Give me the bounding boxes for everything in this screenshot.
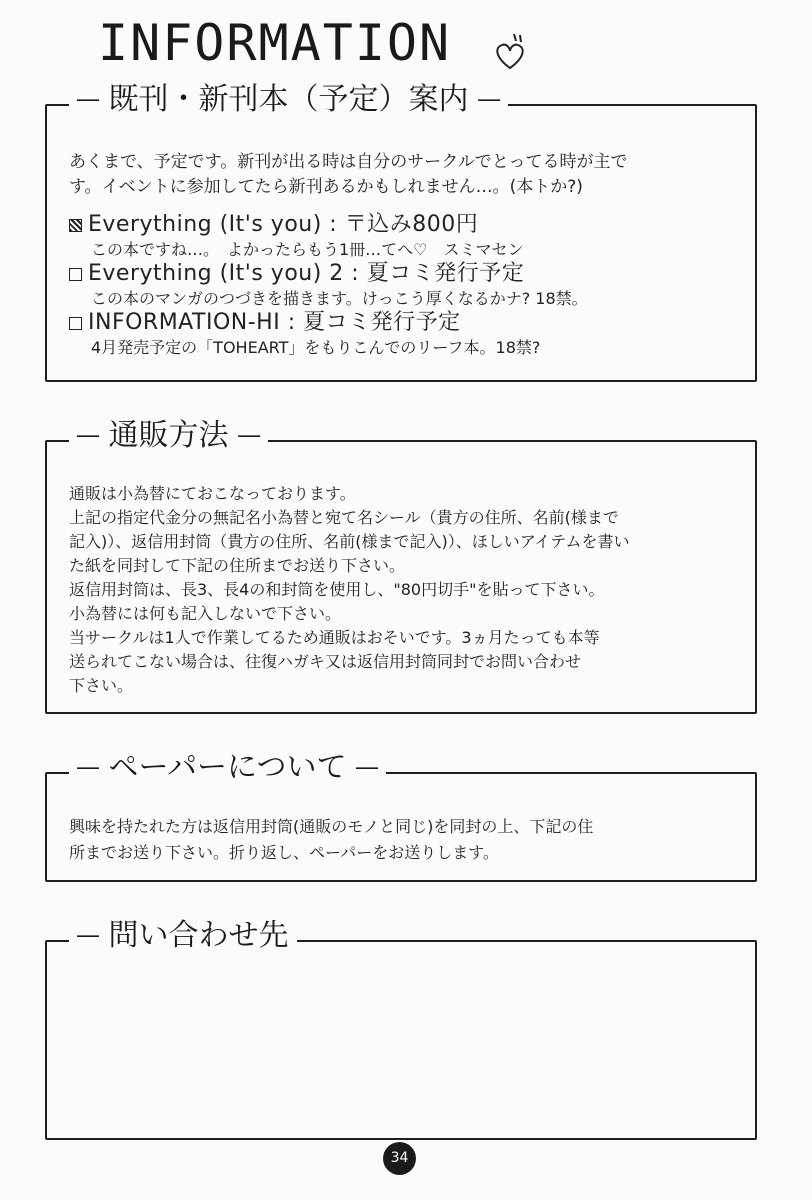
book-item [69, 213, 739, 238]
checked-box-icon [69, 219, 82, 232]
books-heading: ― 既刊・新刊本（予定）案内 ― [69, 80, 508, 121]
contact-heading: ― 問い合わせ先 [69, 916, 297, 957]
body-line: 当サークルは1人で作業してるため通販はおそいです。3ヵ月たっても本等 [69, 628, 600, 647]
body-line: 返信用封筒は、長3、長4の和封筒を使用し、"80円切手"を貼って下さい。 [69, 580, 605, 599]
paper-heading: ― ペーパーについて ― [69, 748, 386, 789]
body-line: 送られてこない場合は、往復ハガキ又は返信用封筒同封でお問い合わせ [69, 652, 582, 671]
book-title: Everything (It's you) 2 : 夏コミ発行予定 [88, 261, 525, 286]
book-desc: 4月発売予定の「TOHEART」をもりこんでのリーフ本。18禁? [91, 337, 541, 357]
mail-order-body [69, 482, 739, 698]
contact-section [45, 918, 757, 1140]
body-line: 上記の指定代金分の無記名小為替と宛て名シール（貴方の住所、名前(様まで [69, 508, 619, 527]
book-item [69, 311, 739, 336]
body-line: 小為替には何も記入しないで下さい。 [69, 604, 342, 623]
book-desc: この本のマンガのつづきを描きます。けっこう厚くなるかナ? 18禁。 [91, 288, 588, 308]
book-desc: この本ですね…。 よかったらもう1冊…てへ♡ スミマセン [91, 239, 524, 259]
body-line: 興味を持たれた方は返信用封筒(通販のモノと同じ)を同封の上、下記の住 [69, 817, 594, 836]
mail-order-heading: ― 通販方法 ― [69, 416, 268, 457]
book-title: INFORMATION-HI : 夏コミ発行予定 [88, 310, 461, 335]
intro-line: あくまで、予定です。新刊が出る時は自分のサークルでとってる時が主で [69, 152, 628, 172]
body-line: た紙を同封して下記の住所までお送り下さい。 [69, 556, 406, 575]
book-title: Everything (It's you) : 〒込み800円 [88, 212, 479, 237]
body-line: 所までお送り下さい。折り返し、ペーパーをお送りします。 [69, 843, 499, 862]
checkbox-icon [69, 317, 82, 330]
checkbox-icon [69, 268, 82, 281]
heart-doodle-icon [492, 30, 528, 74]
mail-order-section [45, 418, 757, 714]
body-line: 記入)）、返信用封筒（貴方の住所、名前(様まで記入)）、ほしいアイテムを書い [69, 532, 630, 551]
page-title: INFORMATION [98, 14, 452, 72]
books-body [69, 150, 739, 360]
book-item [69, 262, 739, 287]
body-line: 下さい。 [69, 676, 134, 695]
body-line: 通販は小為替にておこなっております。 [69, 484, 356, 503]
page-number: 34 [383, 1142, 416, 1175]
paper-body [69, 814, 739, 866]
books-section [45, 82, 757, 382]
paper-section [45, 750, 757, 882]
intro-line: す。イベントに参加してたら新刊あるかもしれません…。(本トか?) [69, 176, 583, 197]
